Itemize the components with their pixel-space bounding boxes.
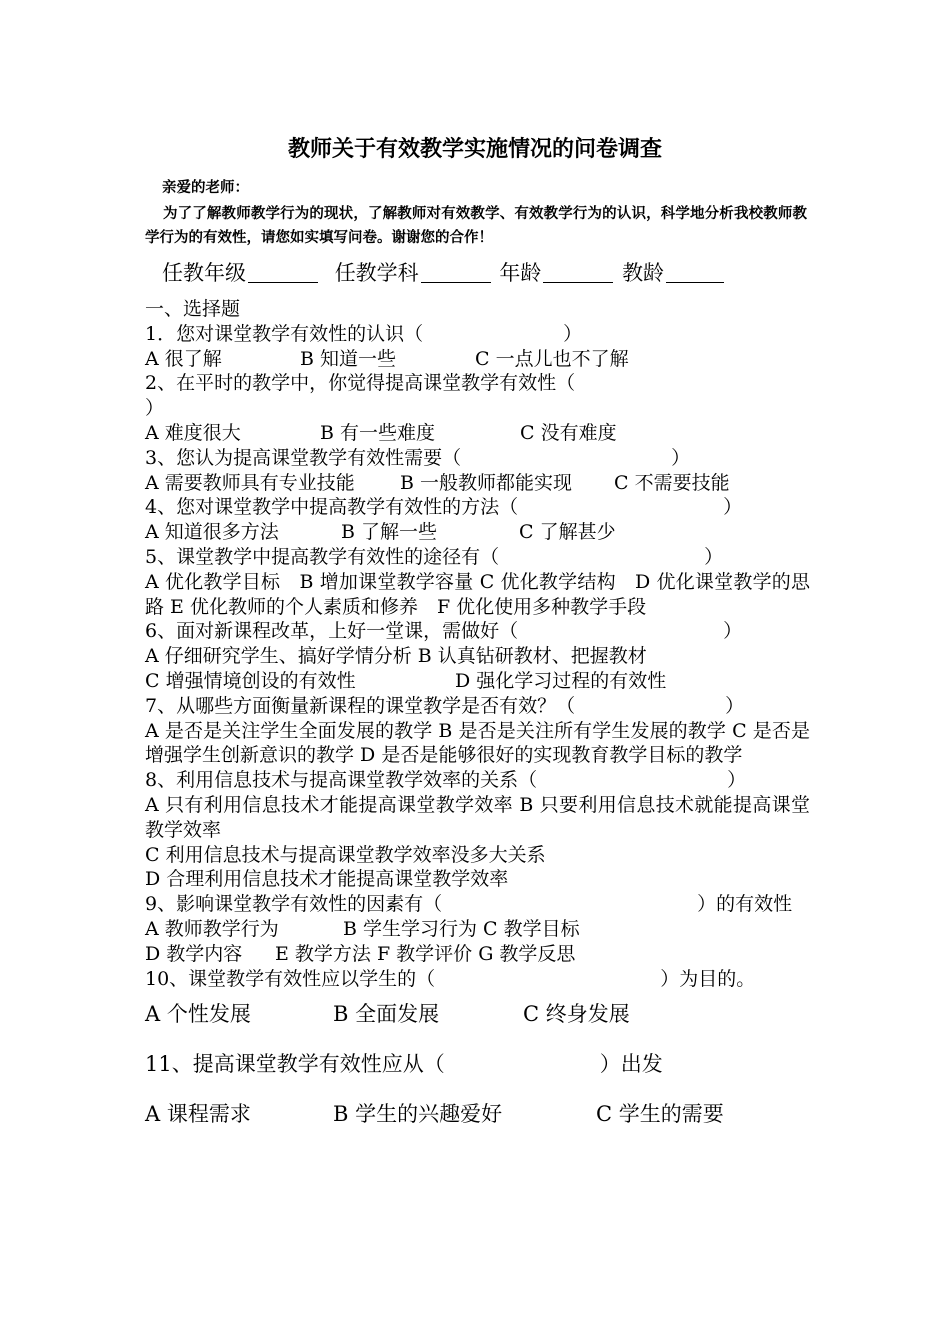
option[interactable]: A 教师教学行为: [145, 917, 279, 940]
question-3: [145, 446, 810, 471]
question-8-close: ）: [727, 769, 747, 792]
option[interactable]: C 了解甚少: [519, 521, 616, 544]
question-8-options-ab: A 只有利用信息技术才能提高课堂教学效率 B 只要利用信息技术就能提高课堂教学效率: [145, 793, 810, 841]
question-8-option-d[interactable]: D 合理利用信息技术才能提高课堂教学效率: [145, 868, 509, 891]
question-2-options: [145, 421, 810, 446]
question-5-options: A 优化教学目标 B 增加课堂教学容量 C 优化教学结构 D 优化课堂教学的思路 E 优化教师的个人素质和修养 F 优化使用多种教学手段: [145, 570, 810, 618]
question-7-text: 7、从哪些方面衡量新课程的课堂教学是否有效？（: [145, 694, 576, 717]
option[interactable]: A 难度很大: [145, 421, 241, 444]
question-9-text: 9、影响课堂教学有效性的因素有（: [145, 893, 443, 916]
teaching-years-blank[interactable]: [666, 260, 724, 283]
question-8-option-c[interactable]: C 利用信息技术与提高课堂教学效率没多大关系: [145, 843, 546, 866]
option[interactable]: C 增强情境创设的有效性: [145, 669, 356, 692]
question-4-options: [145, 520, 810, 545]
subject-blank[interactable]: [421, 260, 491, 283]
option[interactable]: B 学生的兴趣爱好: [333, 1102, 503, 1127]
question-1-text: 1．您对课堂教学有效性的认识（: [145, 322, 424, 345]
option[interactable]: D 强化学习过程的有效性: [455, 669, 667, 692]
option[interactable]: B 一般教师都能实现: [400, 471, 573, 494]
option[interactable]: A 需要教师具有专业技能: [145, 471, 355, 494]
option[interactable]: B 知道一些: [300, 347, 397, 370]
question-9-close: ）的有效性: [697, 893, 793, 916]
option[interactable]: A 课程需求: [145, 1102, 251, 1127]
question-10-text: 10、课堂教学有效性应以学生的（: [145, 967, 436, 990]
question-10-close: ）为目的。: [660, 967, 756, 990]
question-9-options-2: [145, 942, 810, 967]
question-11-close: ）出发: [599, 1052, 663, 1077]
question-5-close: ）: [704, 545, 724, 568]
question-3-text: 3、您认为提高课堂教学有效性需要（: [145, 446, 462, 469]
question-1-close: ）: [563, 322, 583, 345]
grade-blank[interactable]: [248, 260, 318, 283]
option[interactable]: B 学生学习行为 C 教学目标: [343, 917, 580, 940]
question-10: [145, 967, 810, 992]
question-8-text: 8、利用信息技术与提高课堂教学效率的关系（: [145, 769, 538, 792]
option[interactable]: A 很了解: [145, 347, 222, 370]
question-4: [145, 495, 810, 520]
question-4-close: ）: [723, 496, 743, 519]
subject-label: 任教学科: [334, 261, 419, 285]
question-10-options: [145, 999, 810, 1029]
questions-body: [145, 297, 810, 1129]
teacher-info-line: [162, 258, 726, 288]
greeting: 亲爱的老师：: [162, 180, 249, 196]
question-9-options-1: [145, 917, 810, 942]
option[interactable]: C 终身发展: [523, 1002, 630, 1027]
question-6-text: 6、面对新课程改革，上好一堂课，需做好（: [145, 620, 519, 643]
question-7-close: ）: [725, 694, 745, 717]
question-11-text: 11、提高课堂教学有效性应从（: [145, 1052, 445, 1077]
grade-label: 任教年级: [162, 261, 246, 285]
question-4-text: 4、您对课堂教学中提高教学有效性的方法（: [145, 496, 519, 519]
option[interactable]: A 知道很多方法: [145, 521, 279, 544]
option[interactable]: C 没有难度: [520, 421, 617, 444]
option[interactable]: A 个性发展: [145, 1002, 251, 1027]
question-6-option-ab[interactable]: A 仔细研究学生、搞好学情分析 B 认真钻研教材、把握教材: [145, 645, 647, 668]
question-5-text: 5、课堂教学中提高教学有效性的途径有（: [145, 545, 500, 568]
intro-paragraph: 为了了解教师教学行为的现状，了解教师对有效教学、有效教学行为的认识，科学地分析我校教师教学行为的有效性，请您如实填写问卷。谢谢您的合作！: [145, 206, 807, 246]
page-title: 教师关于有效教学实施情况的问卷调查: [287, 137, 662, 162]
question-6: [145, 619, 810, 644]
option[interactable]: B 全面发展: [333, 1002, 440, 1027]
question-3-close: ）: [671, 446, 691, 469]
option[interactable]: B 了解一些: [341, 521, 438, 544]
question-5: [145, 545, 810, 570]
option[interactable]: E 教学方法 F 教学评价 G 教学反思: [275, 942, 576, 965]
question-7-options: A 是否是关注学生全面发展的教学 B 是否是关注所有学生发展的教学 C 是否是增强学生创新意识的教学 D 是否是能够很好的实现教育教学目标的教学: [145, 719, 810, 767]
question-6-options-cd: [145, 669, 810, 694]
question-1-options: [145, 347, 810, 372]
option[interactable]: B 有一些难度: [320, 421, 436, 444]
age-blank[interactable]: [543, 260, 613, 283]
question-1: [145, 322, 810, 347]
section-heading: 一、选择题: [145, 298, 241, 320]
option[interactable]: D 教学内容: [145, 942, 243, 965]
question-9: [145, 892, 810, 917]
question-8: [145, 768, 810, 793]
option[interactable]: C 学生的需要: [596, 1102, 724, 1127]
age-label: 年龄: [499, 261, 542, 285]
option[interactable]: C 一点儿也不了解: [475, 347, 629, 370]
question-11: [145, 1049, 810, 1079]
question-2-close: ）: [145, 397, 165, 420]
question-7: [145, 694, 810, 719]
question-11-options: [145, 1099, 810, 1129]
teaching-years-label: 教龄: [622, 261, 665, 285]
option[interactable]: C 不需要技能: [614, 471, 730, 494]
question-2-text: 2、在平时的教学中，你觉得提高课堂教学有效性（: [145, 372, 576, 395]
question-6-close: ）: [723, 620, 743, 643]
question-3-options: [145, 471, 810, 496]
question-2: [145, 371, 810, 396]
